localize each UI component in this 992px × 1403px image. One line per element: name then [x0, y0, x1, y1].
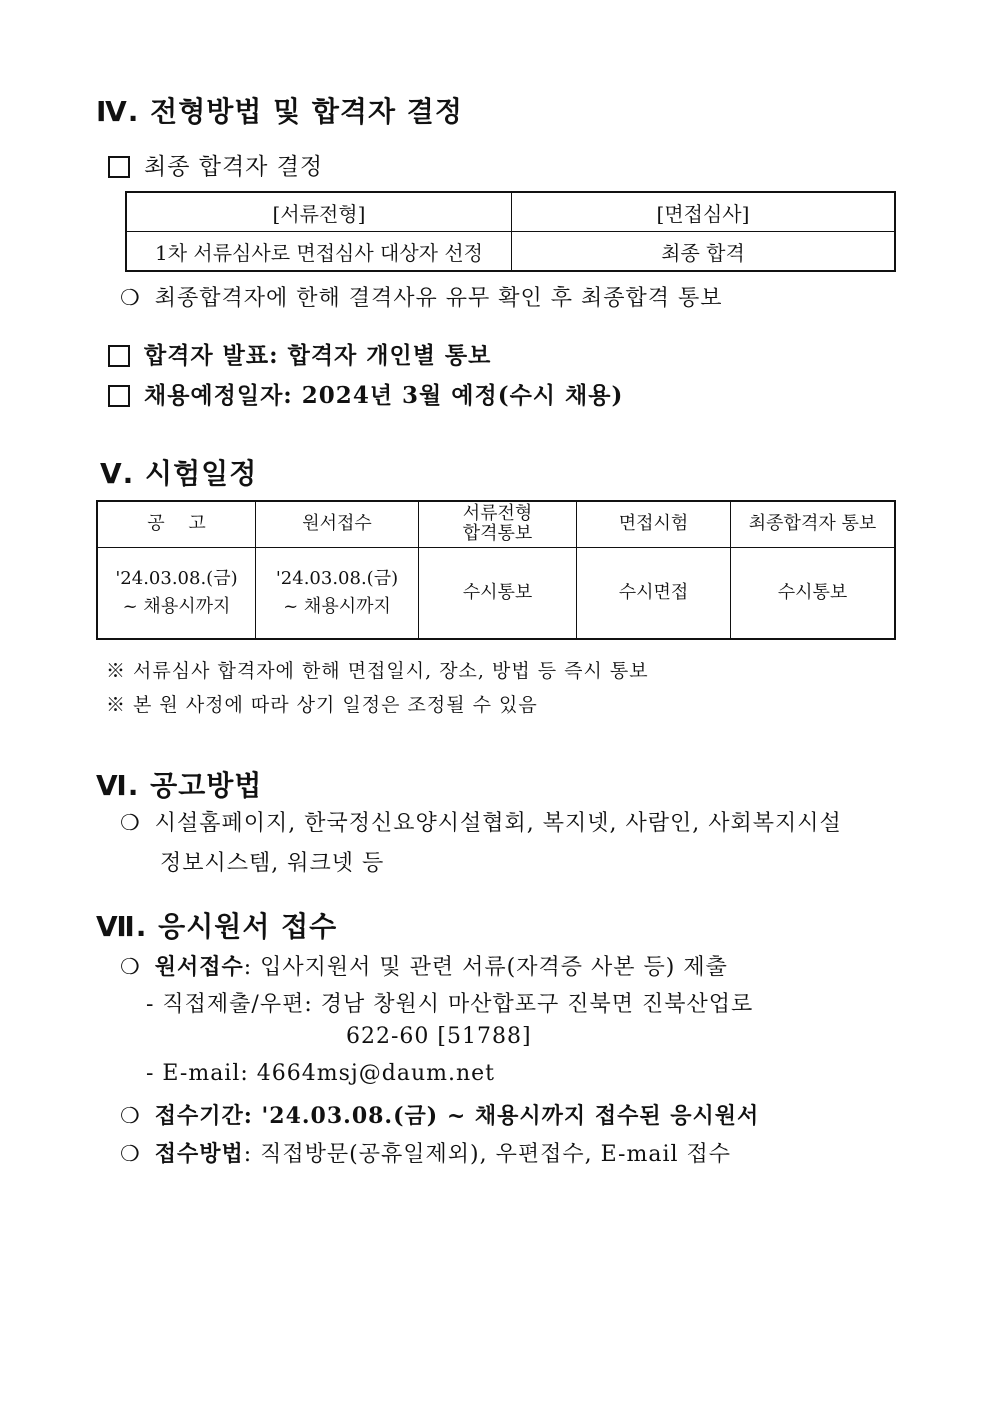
- circle-bullet-icon: ❍: [120, 286, 141, 311]
- notice-date: '24.03.08.(금): [115, 567, 238, 589]
- method-label: 접수방법: [154, 1141, 244, 1167]
- table-cell-documents: 1차 서류심사로 면접심사 대상자 선정: [126, 232, 512, 272]
- checkbox-square-icon: [108, 345, 130, 367]
- schedule-note-2: ※ 본 원 사정에 따라 상기 일정은 조정될 수 있음: [106, 694, 538, 716]
- circle-bullet-icon: ❍: [120, 1142, 141, 1167]
- address-line2: 622-60 [51788]: [346, 1024, 532, 1049]
- section-6-title: Ⅵ. 공고방법: [96, 769, 263, 802]
- apply-line: [120, 950, 728, 981]
- table-header-documents: [서류전형]: [126, 192, 512, 232]
- schedule-header-doc-line2: 합격통보: [462, 523, 533, 545]
- final-decision-heading: [108, 148, 323, 181]
- announce-method-text1: 시설홈페이지, 한국정신요양시설협회, 복지넷, 사람인, 사회복지시설: [154, 811, 842, 836]
- schedule-cell-final: 수시통보: [731, 547, 896, 639]
- period-text: : '24.03.08.(금) ~ 채용시까지 접수된 응시원서: [243, 1103, 760, 1129]
- period-label: 접수기간: [154, 1103, 244, 1129]
- announcement-text: 합격자 발표: 합격자 개인별 통보: [144, 342, 492, 369]
- schedule-table: [96, 500, 896, 640]
- table-cell-interview: 최종 합격: [512, 232, 896, 272]
- section-5-title: Ⅴ. 시험일정: [100, 457, 258, 490]
- checkbox-square-icon: [108, 156, 130, 178]
- schedule-header-doc-result: [419, 501, 577, 547]
- circle-bullet-icon: ❍: [120, 811, 141, 836]
- apply-date: '24.03.08.(금): [275, 567, 399, 589]
- schedule-cell-apply: [256, 547, 419, 639]
- notice-until: ~ 채용시까지: [122, 595, 231, 617]
- direct-submit-line: - 직접제출/우편: 경남 창원시 마산합포구 진북면 진북산업로: [146, 992, 754, 1017]
- table-header-interview: [면접심사]: [512, 192, 896, 232]
- final-decision-label: 최종 합격자 결정: [144, 154, 324, 180]
- schedule-note-1: ※ 서류심사 합격자에 한해 면접일시, 장소, 방법 등 즉시 통보: [106, 660, 649, 682]
- period-line: [120, 1099, 759, 1130]
- schedule-header-notice: 공 고: [97, 501, 256, 547]
- apply-until: ~ 채용시까지: [283, 595, 391, 617]
- method-line: [120, 1137, 731, 1168]
- hiring-date-text: 채용예정일자: 2024년 3월 예정(수시 채용): [144, 382, 624, 409]
- apply-text: : 입사지원서 및 관련 서류(자격증 사본 등) 제출: [243, 955, 728, 980]
- schedule-header-apply: 원서접수: [256, 501, 419, 547]
- announcement-line: [108, 337, 491, 370]
- schedule-cell-doc-result: 수시통보: [419, 547, 577, 639]
- schedule-cell-interview: 수시면접: [577, 547, 731, 639]
- method-text: : 직접방문(공휴일제외), 우편접수, E-mail 접수: [243, 1142, 732, 1167]
- section-7-title: Ⅶ. 응시원서 접수: [96, 910, 338, 943]
- schedule-header-interview: 면접시험: [577, 501, 731, 547]
- schedule-header-doc-line1: 서류전형: [462, 503, 533, 525]
- checkbox-square-icon: [108, 385, 130, 407]
- selection-table: [125, 191, 896, 272]
- email-line: - E-mail: 4664msj@daum.net: [146, 1061, 495, 1086]
- circle-bullet-icon: ❍: [120, 1104, 141, 1129]
- final-notice-note: [120, 281, 722, 312]
- announce-method-line2: 정보시스템, 워크넷 등: [160, 851, 385, 876]
- announce-method-line1: [120, 806, 842, 837]
- final-notice-text: 최종합격자에 한해 결격사유 유무 확인 후 최종합격 통보: [154, 286, 723, 311]
- apply-label: 원서접수: [154, 954, 244, 980]
- circle-bullet-icon: ❍: [120, 955, 141, 980]
- section-4-title: Ⅳ. 전형방법 및 합격자 결정: [96, 95, 463, 128]
- schedule-cell-notice: [97, 547, 256, 639]
- schedule-header-final: 최종합격자 통보: [731, 501, 896, 547]
- hiring-date-line: [108, 377, 623, 410]
